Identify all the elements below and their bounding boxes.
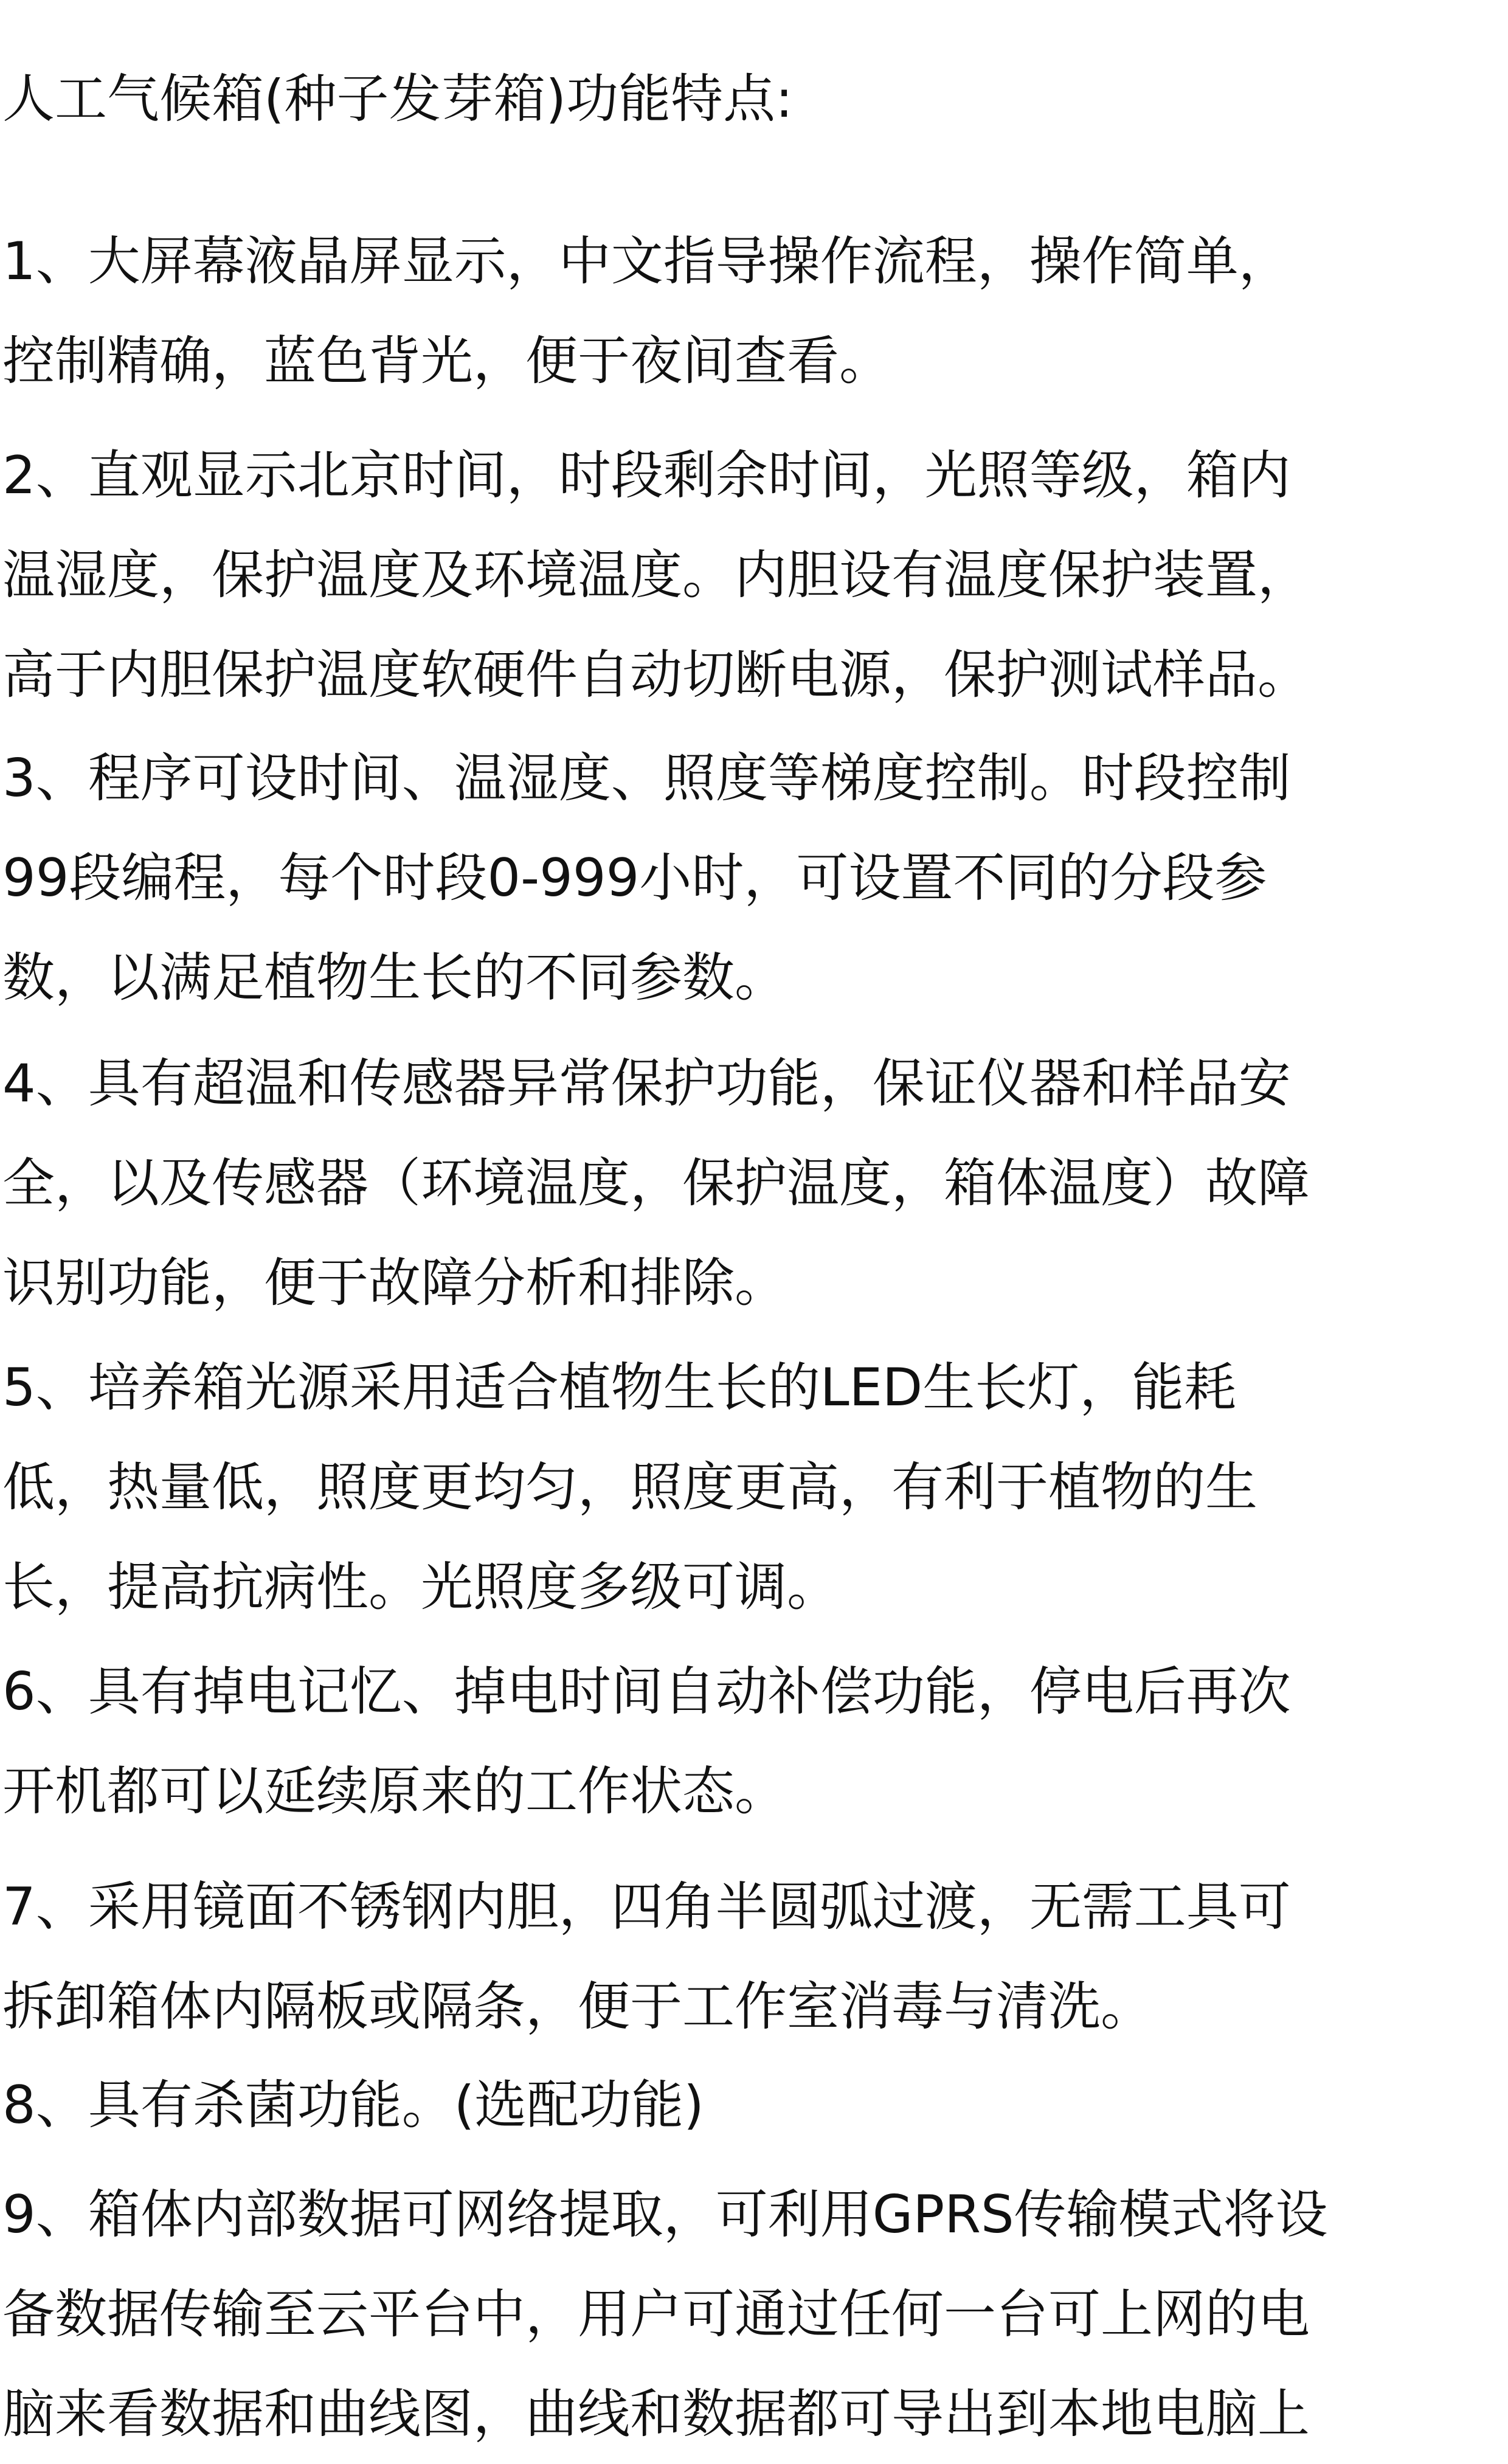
feature-line: 温湿度，保护温度及环境温度。内胆设有温度保护装置， bbox=[2, 545, 1310, 606]
feature-line: 开机都可以延续原来的工作状态。 bbox=[2, 1761, 787, 1822]
feature-item-8 bbox=[2, 2055, 704, 2155]
feature-item-4 bbox=[2, 1034, 1310, 1333]
feature-line: 99段编程，每个时段0-999小时，可设置不同的分段参 bbox=[2, 848, 1267, 908]
feature-line: 控制精确，蓝色背光，便于夜间查看。 bbox=[2, 331, 891, 392]
feature-item-6 bbox=[2, 1642, 1291, 1841]
feature-item-3 bbox=[2, 728, 1291, 1028]
feature-line: 低，热量低，照度更均匀，照度更高，有利于植物的生 bbox=[2, 1457, 1257, 1518]
feature-line: 数，以满足植物生长的不同参数。 bbox=[2, 947, 787, 1008]
feature-line: 4、具有超温和传感器异常保护功能，保证仪器和样品安 bbox=[2, 1053, 1291, 1114]
feature-item-2 bbox=[2, 426, 1310, 725]
feature-line: 拆卸箱体内隔板或隔条，便于工作室消毒与清洗。 bbox=[2, 1976, 1153, 2037]
feature-line: 7、采用镜面不锈钢内胆，四角半圆弧过渡，无需工具可 bbox=[2, 1877, 1291, 1937]
feature-line: 识别功能，便于故障分析和排除。 bbox=[2, 1253, 787, 1313]
feature-line: 脑来看数据和曲线图，曲线和数据都可导出到本地电脑上 bbox=[2, 2384, 1310, 2445]
feature-line: 长，提高抗病性。光照度多级可调。 bbox=[2, 1557, 839, 1618]
feature-item-7 bbox=[2, 1857, 1291, 2057]
feature-line: 2、直观显示北京时间，时段剩余时间，光照等级，箱内 bbox=[2, 445, 1291, 506]
feature-item-1 bbox=[2, 212, 1291, 411]
feature-line: 全，以及传感器（环境温度，保护温度，箱体温度）故障 bbox=[2, 1153, 1310, 1214]
feature-line: 3、程序可设时间、温湿度、照度等梯度控制。时段控制 bbox=[2, 748, 1291, 809]
feature-line: 1、大屏幕液晶屏显示，中文指导操作流程，操作简单， bbox=[2, 231, 1291, 292]
document-title: 人工气候箱(种子发芽箱)功能特点: bbox=[2, 69, 794, 130]
feature-item-5 bbox=[2, 1338, 1257, 1637]
feature-line: 高于内胆保护温度软硬件自动切断电源，保护测试样品。 bbox=[2, 645, 1310, 705]
feature-line: 5、培养箱光源采用适合植物生长的LED生长灯，能耗 bbox=[2, 1357, 1237, 1418]
feature-item-9 bbox=[2, 2165, 1328, 2464]
feature-line: 备数据传输至云平台中，用户可通过任何一台可上网的电 bbox=[2, 2284, 1310, 2345]
feature-line: 6、具有掉电记忆、掉电时间自动补偿功能，停电后再次 bbox=[2, 1661, 1291, 1722]
feature-line: 9、箱体内部数据可网络提取，可利用GPRS传输模式将设 bbox=[2, 2184, 1328, 2245]
feature-line: 8、具有杀菌功能。(选配功能) bbox=[2, 2075, 704, 2136]
